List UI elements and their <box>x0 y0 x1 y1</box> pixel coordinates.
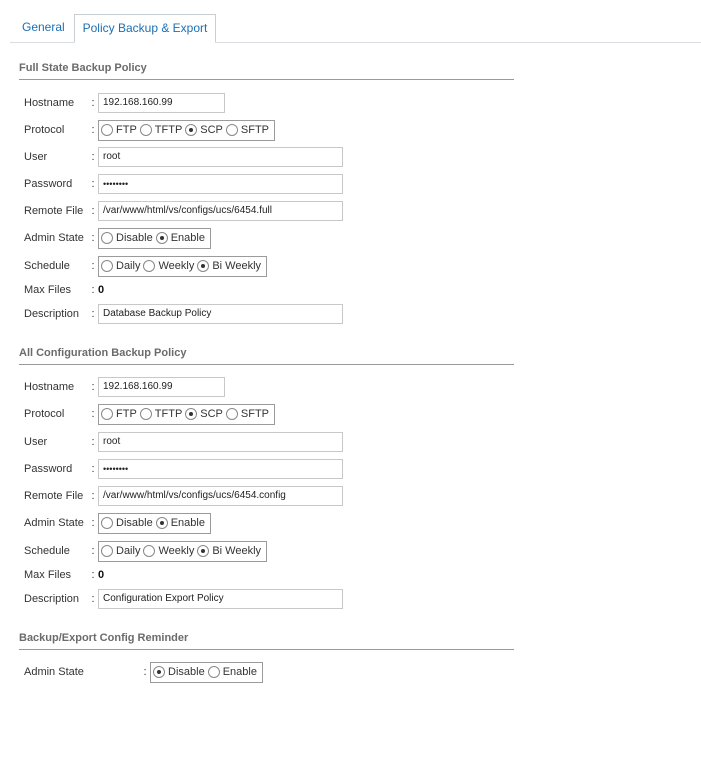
user-label: User <box>24 436 48 448</box>
reminder-admin-state-row <box>24 661 263 683</box>
description-label: Description <box>24 593 80 605</box>
section-title: All Configuration Backup Policy <box>19 347 187 359</box>
config-password-input[interactable]: •••••••• <box>98 459 343 479</box>
tab-general[interactable]: General <box>22 20 65 34</box>
config-description-row <box>24 588 343 610</box>
colon: : <box>91 436 95 448</box>
schedule-daily-option[interactable]: Daily <box>101 545 140 557</box>
radio-sftp[interactable] <box>226 408 238 420</box>
config-hostname-row <box>24 376 225 398</box>
user-label: User <box>24 151 48 163</box>
remote-file-label: Remote File <box>24 205 84 217</box>
all-config-section-header <box>19 345 514 365</box>
protocol-label: Protocol <box>24 408 65 420</box>
radio-disable[interactable] <box>101 517 113 529</box>
colon: : <box>91 232 95 244</box>
radio-disable[interactable] <box>153 666 165 678</box>
protocol-scp-option[interactable]: SCP <box>185 124 223 136</box>
admin-enable-option[interactable]: Enable <box>208 666 257 678</box>
full-remote-file-input[interactable]: /var/www/html/vs/configs/ucs/6454.full <box>98 201 343 221</box>
colon: : <box>91 308 95 320</box>
section-title: Backup/Export Config Reminder <box>19 632 189 644</box>
radio-tftp[interactable] <box>140 408 152 420</box>
config-max-files-row <box>24 564 104 586</box>
full-hostname-row <box>24 92 225 114</box>
full-remote-file-row <box>24 200 343 222</box>
radio-scp[interactable] <box>185 408 197 420</box>
schedule-label: Schedule <box>24 260 70 272</box>
radio-weekly[interactable] <box>143 260 155 272</box>
reminder-section-header <box>19 630 514 650</box>
full-admin-state-radio-group <box>98 228 211 249</box>
colon: : <box>91 463 95 475</box>
protocol-sftp-option[interactable]: SFTP <box>226 408 269 420</box>
colon: : <box>91 381 95 393</box>
password-label: Password <box>24 178 73 190</box>
config-remote-file-row <box>24 485 343 507</box>
tab-bar <box>0 0 701 43</box>
protocol-tftp-option[interactable]: TFTP <box>140 124 183 136</box>
full-max-files-value: 0 <box>98 284 105 296</box>
radio-ftp[interactable] <box>101 124 113 136</box>
radio-scp[interactable] <box>185 124 197 136</box>
schedule-biweekly-option[interactable]: Bi Weekly <box>197 545 261 557</box>
radio-enable[interactable] <box>156 232 168 244</box>
config-hostname-input[interactable]: 192.168.160.99 <box>98 377 225 397</box>
full-schedule-row <box>24 255 267 277</box>
colon: : <box>91 97 95 109</box>
colon: : <box>91 593 95 605</box>
full-password-row <box>24 173 343 195</box>
radio-weekly[interactable] <box>143 545 155 557</box>
radio-sftp[interactable] <box>226 124 238 136</box>
section-divider <box>19 79 514 80</box>
protocol-ftp-option[interactable]: FTP <box>101 408 137 420</box>
section-divider <box>19 649 514 650</box>
hostname-label: Hostname <box>24 97 75 109</box>
admin-enable-option[interactable]: Enable <box>156 517 205 529</box>
full-protocol-radio-group <box>98 120 275 141</box>
protocol-tftp-option[interactable]: TFTP <box>140 408 183 420</box>
config-admin-state-row <box>24 512 211 534</box>
radio-disable[interactable] <box>101 232 113 244</box>
tab-policy-backup-export[interactable]: Policy Backup & Export <box>74 14 216 43</box>
config-user-row <box>24 431 343 453</box>
schedule-weekly-option[interactable]: Weekly <box>143 260 194 272</box>
admin-state-label: Admin State <box>24 666 84 678</box>
full-schedule-radio-group <box>98 256 267 277</box>
config-protocol-row <box>24 403 275 425</box>
max-files-label: Max Files <box>24 569 72 581</box>
full-description-input[interactable]: Database Backup Policy <box>98 304 343 324</box>
radio-enable[interactable] <box>208 666 220 678</box>
config-schedule-radio-group <box>98 541 267 562</box>
admin-disable-option[interactable]: Disable <box>101 232 153 244</box>
full-protocol-row <box>24 119 275 141</box>
config-user-input[interactable]: root <box>98 432 343 452</box>
admin-state-label: Admin State <box>24 517 84 529</box>
max-files-label: Max Files <box>24 284 72 296</box>
colon: : <box>91 260 95 272</box>
admin-enable-option[interactable]: Enable <box>156 232 205 244</box>
radio-enable[interactable] <box>156 517 168 529</box>
admin-disable-option[interactable]: Disable <box>153 666 205 678</box>
config-max-files-value: 0 <box>98 569 105 581</box>
radio-daily[interactable] <box>101 260 113 272</box>
radio-biweekly[interactable] <box>197 545 209 557</box>
description-label: Description <box>24 308 80 320</box>
colon: : <box>91 490 95 502</box>
password-label: Password <box>24 463 73 475</box>
colon: : <box>91 545 95 557</box>
admin-state-label: Admin State <box>24 232 84 244</box>
radio-tftp[interactable] <box>140 124 152 136</box>
schedule-weekly-option[interactable]: Weekly <box>143 545 194 557</box>
section-divider <box>19 364 514 365</box>
radio-biweekly[interactable] <box>197 260 209 272</box>
schedule-daily-option[interactable]: Daily <box>101 260 140 272</box>
schedule-label: Schedule <box>24 545 70 557</box>
hostname-label: Hostname <box>24 381 75 393</box>
config-schedule-row <box>24 540 267 562</box>
colon: : <box>91 284 95 296</box>
protocol-label: Protocol <box>24 124 65 136</box>
section-title: Full State Backup Policy <box>19 62 147 74</box>
full-admin-state-row <box>24 227 211 249</box>
radio-ftp[interactable] <box>101 408 113 420</box>
full-hostname-input[interactable]: 192.168.160.99 <box>98 93 225 113</box>
colon: : <box>143 666 147 678</box>
config-description-input[interactable]: Configuration Export Policy <box>98 589 343 609</box>
colon: : <box>91 205 95 217</box>
config-admin-state-radio-group <box>98 513 211 534</box>
config-protocol-radio-group <box>98 404 275 425</box>
full-description-row <box>24 303 343 325</box>
colon: : <box>91 408 95 420</box>
config-password-row <box>24 458 343 480</box>
config-remote-file-input[interactable]: /var/www/html/vs/configs/ucs/6454.config <box>98 486 343 506</box>
schedule-biweekly-option[interactable]: Bi Weekly <box>197 260 261 272</box>
full-user-row <box>24 146 343 168</box>
full-max-files-row <box>24 279 104 301</box>
colon: : <box>91 569 95 581</box>
radio-daily[interactable] <box>101 545 113 557</box>
reminder-admin-state-radio-group <box>150 662 263 683</box>
colon: : <box>91 151 95 163</box>
protocol-scp-option[interactable]: SCP <box>185 408 223 420</box>
colon: : <box>91 124 95 136</box>
protocol-ftp-option[interactable]: FTP <box>101 124 137 136</box>
colon: : <box>91 178 95 190</box>
admin-disable-option[interactable]: Disable <box>101 517 153 529</box>
full-user-input[interactable]: root <box>98 147 343 167</box>
full-state-section-header <box>19 60 514 80</box>
colon: : <box>91 517 95 529</box>
remote-file-label: Remote File <box>24 490 84 502</box>
full-password-input[interactable]: •••••••• <box>98 174 343 194</box>
protocol-sftp-option[interactable]: SFTP <box>226 124 269 136</box>
